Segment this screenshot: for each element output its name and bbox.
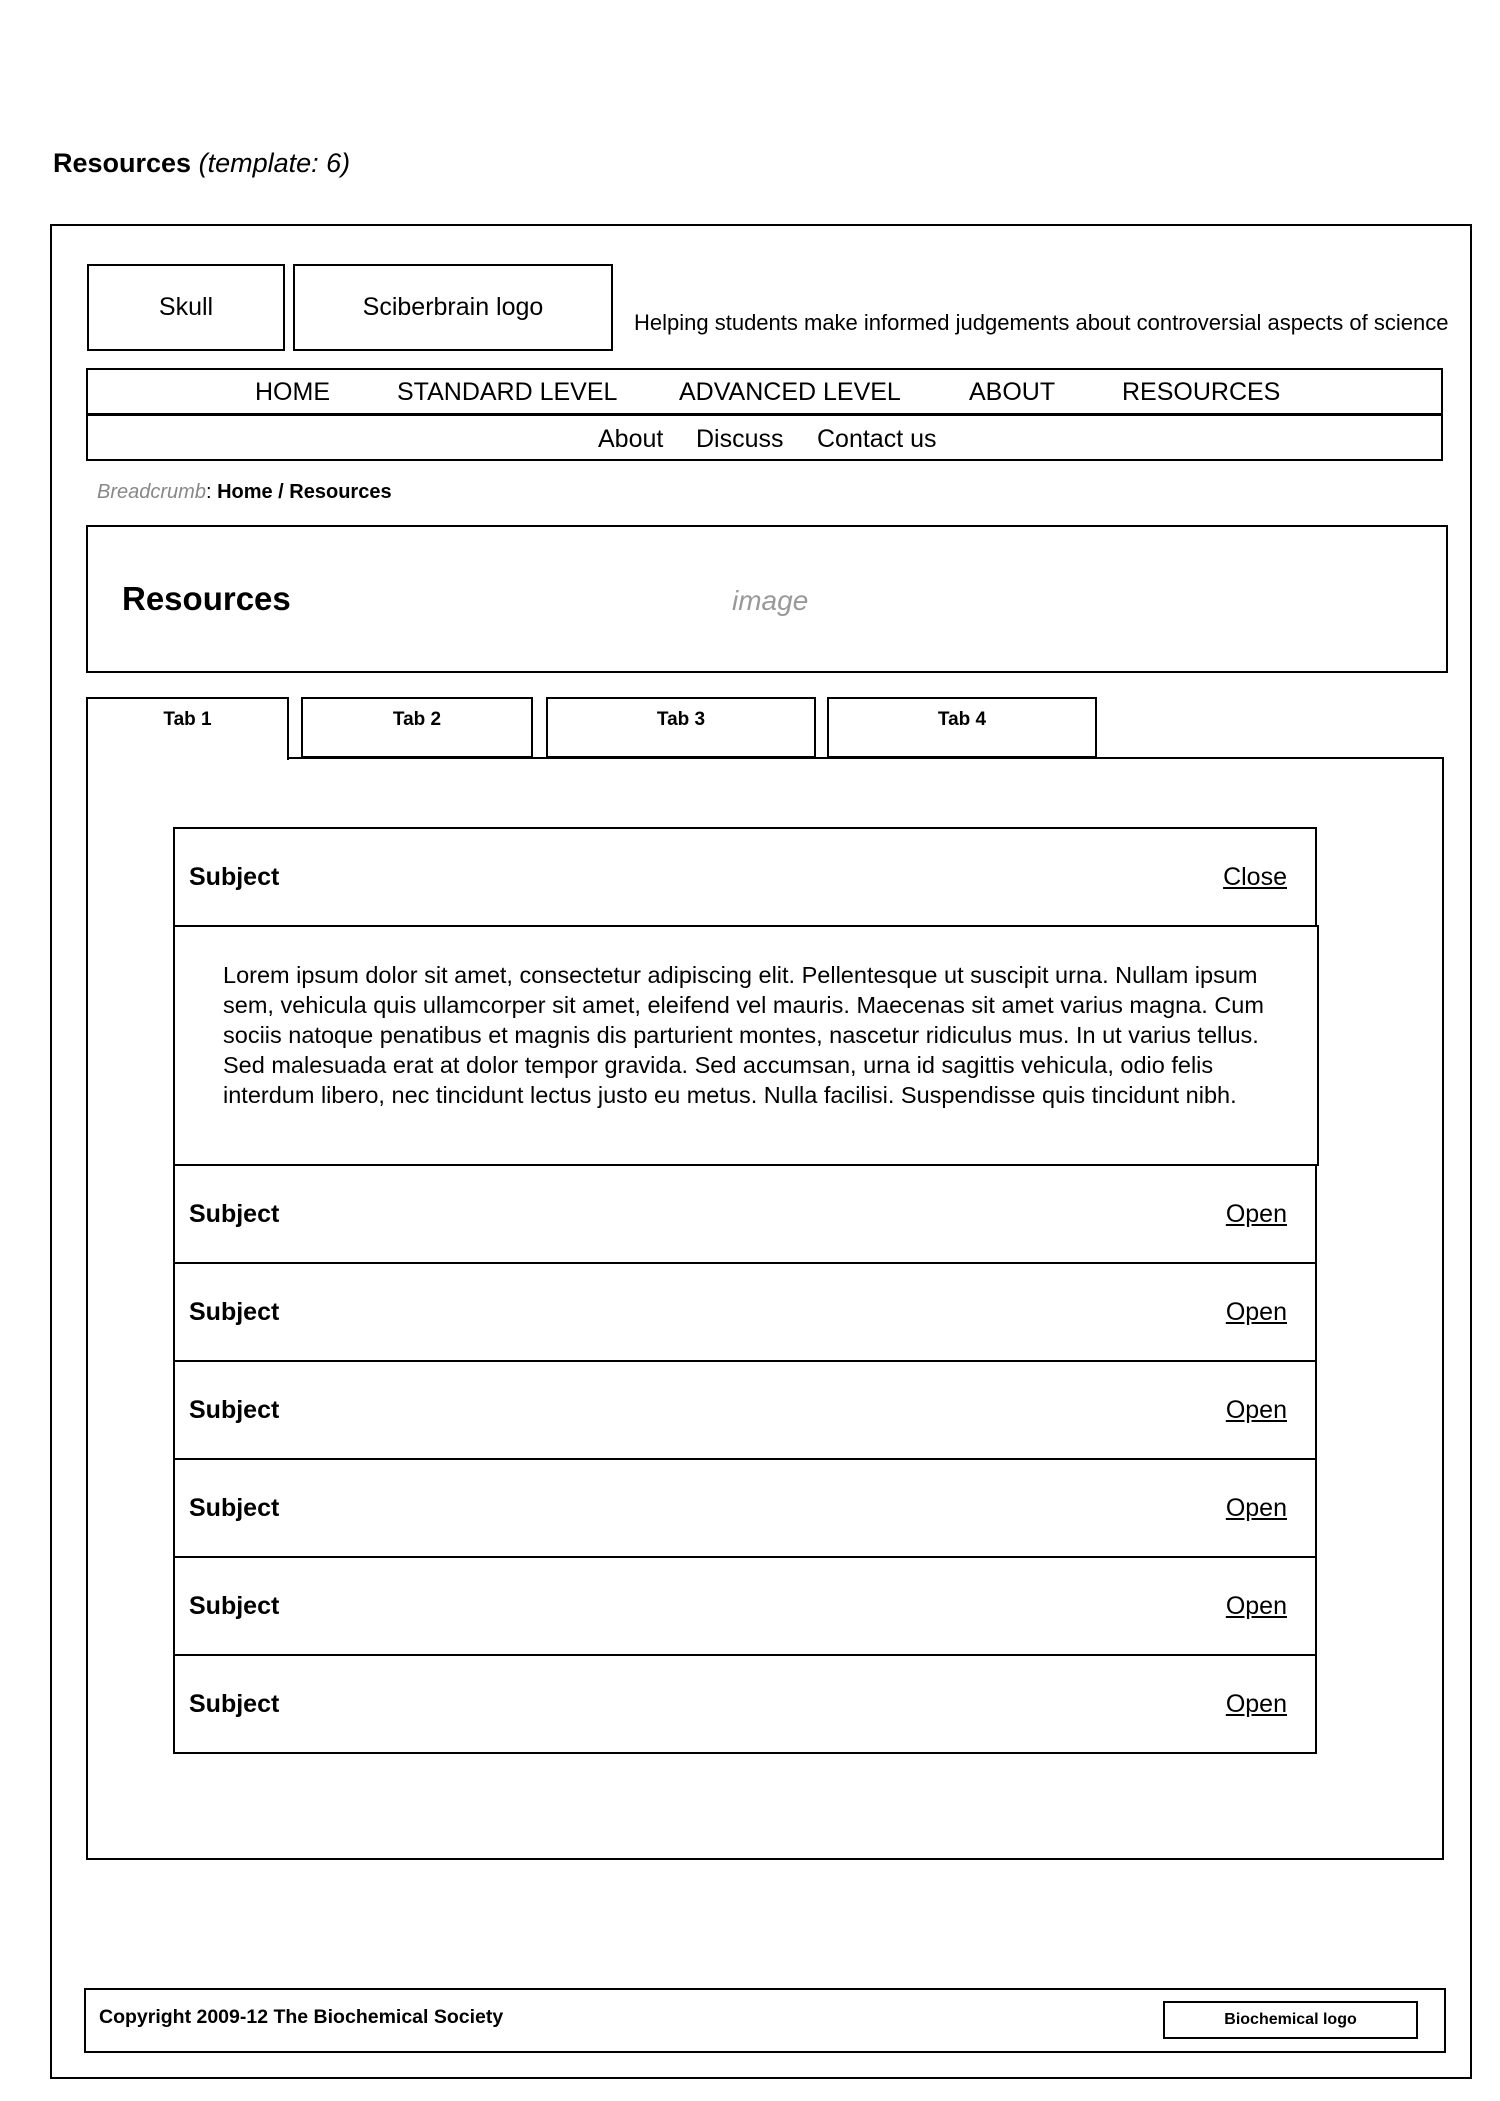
hero-image-placeholder: image — [732, 585, 809, 616]
subnav-about[interactable]: About — [598, 425, 664, 453]
subnav-discuss[interactable]: Discuss — [696, 425, 784, 453]
nav-about[interactable]: ABOUT — [969, 378, 1056, 406]
accordion-body — [173, 925, 1319, 1166]
skull-placeholder — [87, 264, 285, 351]
breadcrumb-path[interactable]: Home / Resources — [217, 481, 392, 503]
accordion-open-link[interactable]: Open — [1225, 1396, 1287, 1424]
accordion-subject: Subject — [189, 1592, 280, 1620]
main-nav — [86, 368, 1443, 415]
accordion-item — [173, 1458, 1317, 1558]
accordion-subject: Subject — [189, 1690, 280, 1718]
tab-2[interactable]: Tab 2 — [301, 697, 533, 758]
accordion-item — [173, 1654, 1317, 1754]
site-tagline: Helping students make informed judgements about controversial aspects of science — [634, 310, 1449, 335]
sciberbrain-logo-label: Sciberbrain logo — [362, 293, 544, 321]
accordion-item — [173, 1360, 1317, 1460]
page-heading-title: Resources — [53, 148, 192, 178]
tab-1[interactable]: Tab 1 — [86, 697, 289, 760]
nav-home[interactable]: HOME — [255, 378, 330, 406]
biochemical-logo[interactable] — [1163, 2001, 1418, 2039]
accordion-subject: Subject — [189, 863, 280, 891]
accordion-open-link[interactable]: Open — [1225, 1298, 1287, 1326]
accordion-subject: Subject — [189, 1396, 280, 1424]
page-heading — [53, 148, 350, 179]
biochemical-logo-label: Biochemical logo — [1224, 2011, 1357, 2028]
accordion-open-link[interactable]: Open — [1225, 1200, 1287, 1228]
nav-advanced-level[interactable]: ADVANCED LEVEL — [679, 378, 901, 406]
template-note: (template: 6) — [198, 148, 351, 178]
accordion-open-link[interactable]: Open — [1225, 1690, 1287, 1718]
sub-nav — [86, 414, 1443, 461]
nav-resources[interactable]: RESOURCES — [1122, 378, 1281, 406]
breadcrumb-label: Breadcrumb — [97, 481, 206, 503]
skull-label: Skull — [158, 293, 214, 321]
accordion-open-link[interactable]: Open — [1225, 1494, 1287, 1522]
accordion-subject: Subject — [189, 1494, 280, 1522]
sciberbrain-logo[interactable] — [293, 264, 613, 351]
tab-4[interactable]: Tab 4 — [827, 697, 1097, 758]
accordion-subject: Subject — [189, 1298, 280, 1326]
accordion-close-link[interactable]: Close — [1223, 863, 1287, 891]
accordion-item — [173, 1262, 1317, 1362]
accordion-item — [173, 1164, 1317, 1264]
accordion-item-expanded — [173, 827, 1317, 927]
hero-title: Resources — [122, 580, 291, 617]
accordion-open-link[interactable]: Open — [1225, 1592, 1287, 1620]
nav-standard-level[interactable]: STANDARD LEVEL — [397, 378, 618, 406]
accordion-subject: Subject — [189, 1200, 280, 1228]
accordion-body-text: Lorem ipsum dolor sit amet, consectetur adipiscing elit. Pellentesque ut suscipit urna. Nullam ipsum sem, vehicula quis ullamcorper sit amet, eleifend vel mauris. Maecenas sit amet varius magna. Cum sociis natoque penatibus et magnis dis parturient montes, nascetur ridiculus mus. In ut varius tellus. Sed malesuada erat at dolor tempor gravida. Sed accumsan, urna id sagittis vehicula, odio felis interdum libero, nec tincidunt lectus justo eu metus. Nulla facilisi. Suspendisse quis tincidunt nibh. — [223, 962, 1264, 1108]
footer-copyright: Copyright 2009-12 The Biochemical Society — [99, 2006, 504, 2028]
accordion-item — [173, 1556, 1317, 1656]
tab-3[interactable]: Tab 3 — [546, 697, 816, 758]
breadcrumb: Breadcrumb: Home / Resources — [97, 481, 392, 503]
subnav-contact-us[interactable]: Contact us — [817, 425, 937, 453]
